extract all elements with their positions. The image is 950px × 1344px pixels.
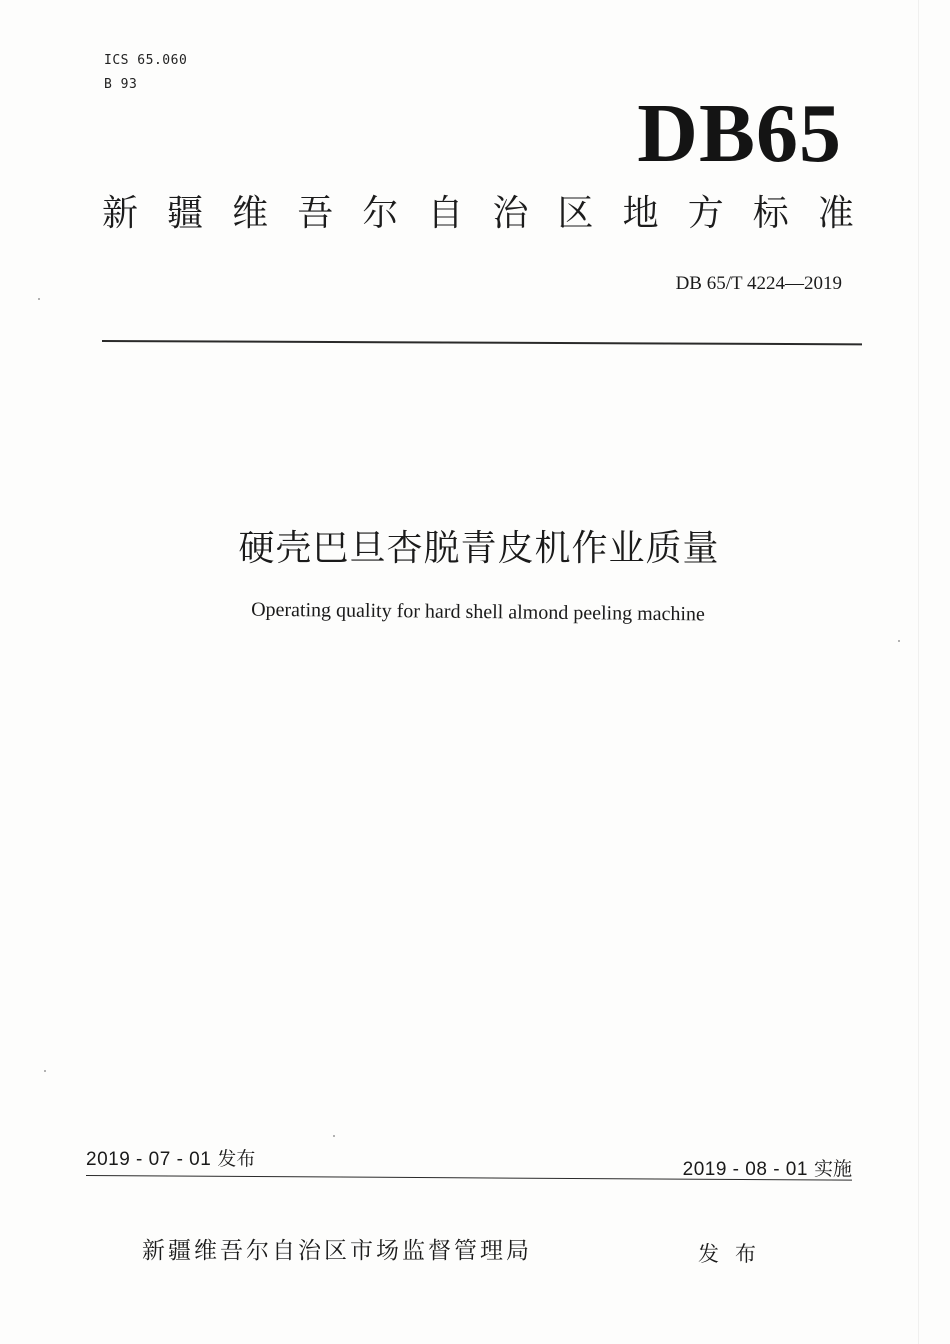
standard-type-char: 新 [102, 193, 139, 234]
ics-code: ICS 65.060 [104, 53, 188, 68]
scan-speck [44, 1070, 46, 1072]
implement-date: 2019 - 08 - 01 [682, 1159, 808, 1180]
db-code-logo: DB65 [637, 87, 842, 180]
header-divider [102, 340, 862, 345]
standard-type-heading [102, 192, 854, 236]
issue-label: 发布 [217, 1148, 256, 1170]
scan-speck [333, 1135, 335, 1137]
standard-type-char: 区 [557, 193, 594, 234]
standard-type-char: 尔 [362, 193, 399, 234]
scan-speck [38, 298, 40, 300]
issuing-authority: 新疆维吾尔自治区市场监督管理局 [142, 1238, 532, 1264]
issue-date-line [86, 1144, 255, 1171]
publish-label: 发布 [698, 1242, 772, 1266]
standard-type-char: 方 [687, 193, 724, 234]
scan-edge-line [918, 0, 919, 1344]
standard-type-char: 治 [492, 193, 529, 234]
standard-type-char: 维 [232, 193, 269, 234]
implement-date-line [683, 1154, 852, 1181]
standard-number: DB 65/T 4224—2019 [675, 273, 842, 294]
standard-type-char: 吾 [297, 193, 334, 234]
implement-label: 实施 [813, 1158, 852, 1180]
title-english: Operating quality for hard shell almond peeling machine [251, 598, 705, 626]
scan-speck [898, 640, 900, 642]
standard-type-char: 准 [817, 193, 854, 234]
issue-date: 2019 - 07 - 01 [86, 1149, 212, 1170]
standard-type-char: 标 [752, 193, 789, 234]
standard-type-char: 自 [427, 193, 464, 234]
standard-type-char: 疆 [167, 193, 204, 234]
title-chinese: 硬壳巴旦杏脱青皮机作业质量 [238, 528, 720, 569]
standard-type-char: 地 [622, 193, 659, 234]
ccs-code: B 93 [104, 77, 138, 92]
